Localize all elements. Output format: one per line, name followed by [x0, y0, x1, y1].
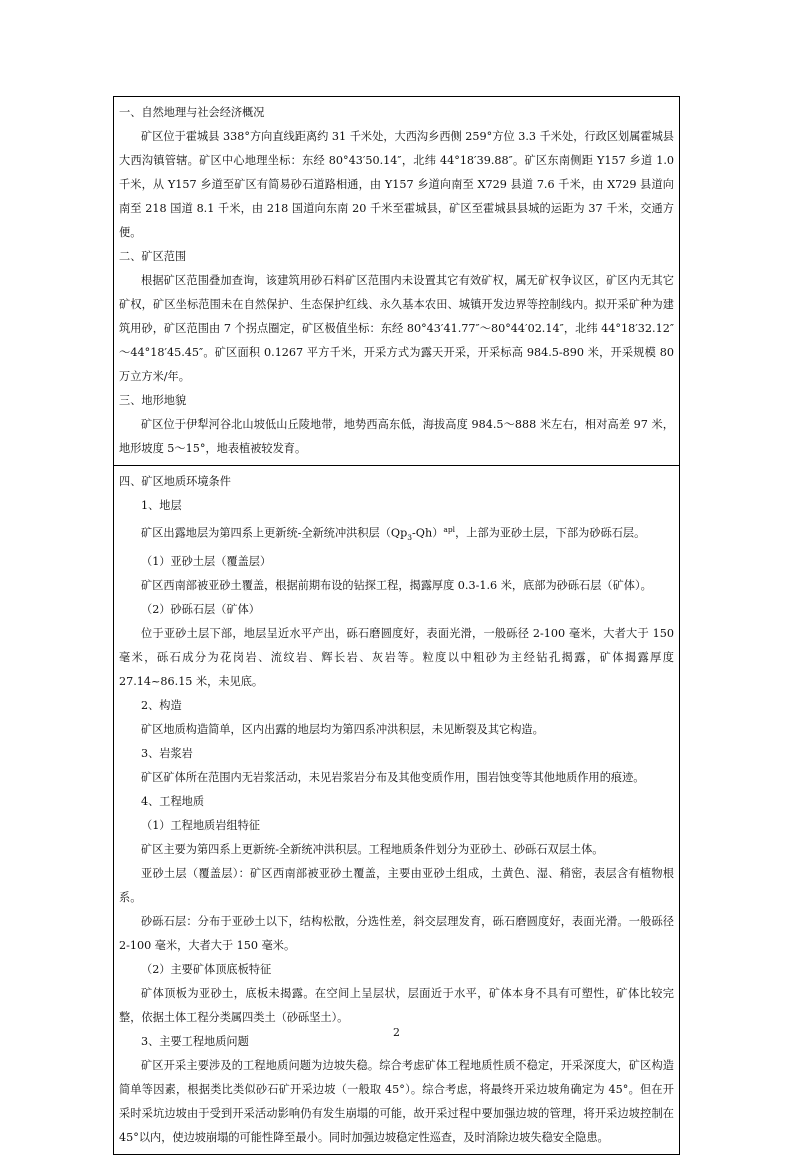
paragraph-mining-area-range: 根据矿区范围叠加查询，该建筑用砂石料矿区范围内未设置其它有效矿权，属无矿权争议区，矿区内无其它矿权，矿区坐标范围未在自然保护、生态保护红线、永久基本农田、城镇开发边界等控制线内。拟开采矿种为建筑用砂，矿区范围由 7 个拐点圈定，矿区极值坐标：东经 80°43′41.77″～80°44′02.14″，北纬 44°18′32.12″～44°18′45.45″。矿区面积 0.1267 平方千米，开采方式为露天开采，开采标高 984.5-890 米，开采规模 80 万立方米/年。 — [119, 274, 674, 383]
paragraph-sandy-soil-layer: 矿区西南部被亚砂土覆盖，根据前期布设的钻探工程，揭露厚度 0.3-1.6 米，底部为砂砾石层（矿体）。 — [141, 578, 652, 592]
strata-superscript: apl — [443, 525, 456, 534]
heading-structure: 2、构造 — [141, 698, 182, 712]
heading-ore-body-roof: （2）主要矿体顶底板特征 — [141, 962, 272, 976]
paragraph-engineering-problems: 矿区开采主要涉及的工程地质问题为边坡失稳。综合考虑矿体工程地质性质不稳定，开采深度大，矿区构造简单等因素，根据类比类似砂石矿开采边坡（一般取 45°）。综合考虑，将最终开采边坡角确定为 45°。但在开采时采坑边坡由于受到开采活动影响仍有发生崩塌的可能，故开采过程中要加强边坡的管理，将开采边坡控制在 45°以内，使边坡崩塌的可能性降至最小。同时加强边坡稳定性巡查，及时消除边坡失稳安全隐患。 — [119, 1058, 674, 1144]
paragraph-ore-body-roof: 矿体顶板为亚砂土，底板未揭露。在空间上呈层状，层面近于水平，矿体本身不具有可塑性，矿体比较完整，依据土体工程分类属四类土（砂砾坚土）。 — [119, 986, 674, 1024]
strata-text-mid: -Qh） — [412, 526, 444, 540]
heading-geological-conditions: 四、矿区地质环境条件 — [119, 475, 231, 488]
heading-gravel-layer: （2）砂砾石层（矿体） — [141, 602, 260, 616]
document-table — [113, 96, 680, 1155]
heading-natural-geography: 一、自然地理与社会经济概况 — [119, 106, 265, 119]
paragraph-rock-group-1: 矿区主要为第四系上更新统-全新统冲洪积层。工程地质条件划分为亚砂土、砂砾石双层土体。 — [141, 842, 604, 856]
heading-engineering-problems: 3、主要工程地质问题 — [141, 1034, 249, 1048]
section-geological-conditions — [114, 465, 679, 1154]
page-number: 2 — [393, 1026, 400, 1039]
paragraph-magmatic-rock: 矿区矿体所在范围内无岩浆活动，未见岩浆岩分布及其他变质作用，围岩蚀变等其他地质作用的痕迹。 — [141, 770, 645, 784]
heading-mining-area-range: 二、矿区范围 — [119, 250, 187, 263]
strata-subscript: 3 — [407, 532, 413, 542]
paragraph-rock-group-3: 砂砾石层：分布于亚砂土以下，结构松散，分选性差，斜交层理发育，砾石磨圆度好，表面光滑。一般砾径 2-100 毫米，大者大于 150 毫米。 — [119, 914, 674, 952]
paragraph-rock-group-2: 亚砂土层（覆盖层）：矿区西南部被亚砂土覆盖，主要由亚砂土组成，土黄色、湿、稍密，表层含有植物根系。 — [119, 866, 674, 904]
paragraph-structure: 矿区地质构造简单，区内出露的地层均为第四系冲洪积层，未见断裂及其它构造。 — [141, 722, 544, 736]
paragraph-gravel-layer: 位于亚砂土层下部，地层呈近水平产出，砾石磨圆度好，表面光滑，一般砾径 2-100 毫米，大者大于 150 毫米，砾石成分为花岗岩、流纹岩、辉长岩、灰岩等。粒度以中粗砂为主经钻孔揭露，矿体揭露厚度 27.14~86.15 米，未见底。 — [119, 626, 674, 688]
heading-magmatic-rock: 3、岩浆岩 — [141, 746, 193, 760]
strata-text-post: ，上部为亚砂土层，下部为砂砾石层。 — [455, 526, 646, 540]
paragraph-strata — [119, 518, 674, 550]
heading-rock-group: （1）工程地质岩组特征 — [141, 818, 260, 832]
paragraph-topography: 矿区位于伊犁河谷北山坡低山丘陵地带，地势西高东低，海拔高度 984.5～888 米左右，相对高差 97 米，地形坡度 5～15°，地表植被较发育。 — [119, 418, 674, 455]
paragraph-location: 矿区位于霍城县 338°方向直线距离约 31 千米处，大西沟乡西侧 259°方位 3.3 千米处，行政区划属霍城县大西沟镇管辖。矿区中心地理坐标：东经 80°43′50.14″，北纬 44°18′39.88″。矿区东南侧距 Y157 乡道 1.0 千米，从 Y157 乡道至矿区有简易砂石道路相通，由 Y157 乡道向南至 X729 县道 7.6 千米，由 X729 县道向南至 218 国道 8.1 千米，由 218 国道向东南 20 千米至霍城县，矿区至霍城县县城的运距为 37 千米，交通方便。 — [119, 130, 674, 239]
heading-topography: 三、地形地貌 — [119, 394, 187, 407]
strata-text-pre: 矿区出露地层为第四系上更新统-全新统冲洪积层（Qp — [141, 526, 408, 540]
heading-strata: 1、地层 — [141, 499, 182, 512]
heading-sandy-soil-layer: （1）亚砂土层（覆盖层） — [141, 554, 272, 568]
section-natural-geography — [114, 97, 679, 465]
heading-engineering-geology: 4、工程地质 — [141, 794, 205, 808]
